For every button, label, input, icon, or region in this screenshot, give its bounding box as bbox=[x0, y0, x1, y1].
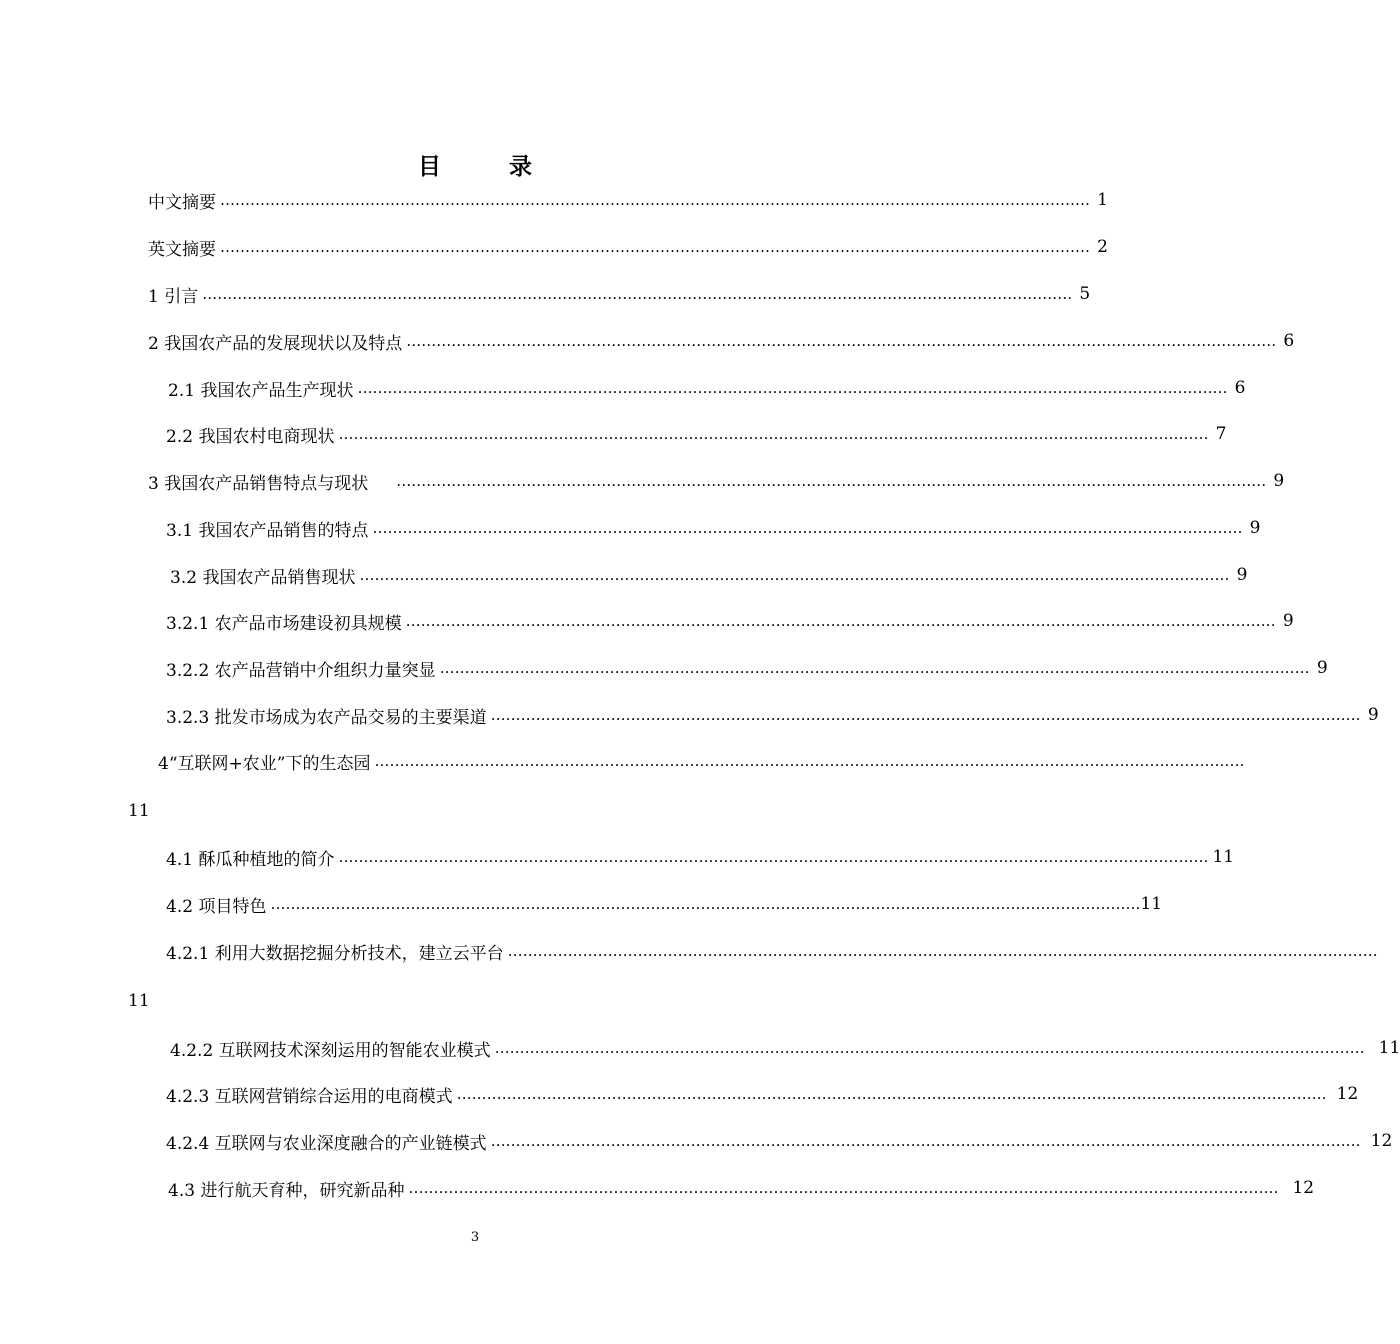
toc-entry-page: 5 bbox=[1079, 284, 1091, 304]
toc-entry-page: 11 bbox=[128, 801, 150, 821]
toc-entry[interactable] bbox=[166, 608, 1294, 634]
dot-leader: ………………………………………………………………………………………………………………………………………………………… bbox=[439, 659, 1310, 677]
toc-entry[interactable] bbox=[166, 515, 1261, 541]
toc-entry-page: 9 bbox=[1249, 518, 1261, 538]
toc-entry-page: 12 bbox=[1336, 1084, 1359, 1104]
dot-leader: ………………………………………………………………………………………………………………………………………………………… bbox=[396, 472, 1267, 490]
toc-entry-page: 2 bbox=[1097, 237, 1108, 257]
dot-leader: ………………………………………………………………………………………………………………………………………………………… bbox=[220, 238, 1090, 256]
toc-entry[interactable] bbox=[166, 938, 1378, 964]
toc-entry[interactable] bbox=[170, 1035, 1400, 1061]
toc-entry[interactable] bbox=[148, 281, 1091, 307]
toc-entry[interactable] bbox=[170, 562, 1248, 588]
dot-leader: ………………………………………………………………………………………………………………………………………………………… bbox=[507, 942, 1378, 960]
dot-leader: ………………………………………………………………………………………………………………………………………………………… bbox=[372, 519, 1243, 537]
toc-entry[interactable] bbox=[148, 187, 1108, 213]
toc-entry[interactable] bbox=[166, 891, 1163, 917]
toc-entry-label: 1 引言 bbox=[148, 286, 199, 307]
toc-entry-page: 11 bbox=[1140, 894, 1163, 914]
toc-entry-page: 9 bbox=[1367, 705, 1379, 725]
dot-leader: ………………………………………………………………………………………………………………………………………………………… bbox=[220, 191, 1090, 209]
toc-entry-page: 9 bbox=[1316, 658, 1328, 678]
toc-entry-label: 2 我国农产品的发展现状以及特点 bbox=[148, 333, 403, 354]
toc-entry-label: 3.2.1 农产品市场建设初具规模 bbox=[166, 613, 402, 634]
dot-leader: ………………………………………………………………………………………………………………………………………………………… bbox=[405, 612, 1276, 630]
toc-entry-page: 6 bbox=[1234, 378, 1246, 398]
toc-entry-page: 6 bbox=[1283, 331, 1295, 351]
toc-entry-label: 英文摘要 bbox=[148, 239, 216, 260]
toc-entry-label: 4.1 酥瓜种植地的简介 bbox=[166, 849, 335, 870]
toc-entry-label: 4“互联网+农业”下的生态园 bbox=[158, 753, 371, 774]
toc-entry-label: 2.2 我国农村电商现状 bbox=[166, 426, 335, 447]
toc-entry-label: 中文摘要 bbox=[148, 192, 216, 213]
toc-entry-page: 9 bbox=[1236, 565, 1248, 585]
toc-title: 目 录 bbox=[417, 153, 562, 180]
dot-leader: ………………………………………………………………………………………………………………………………………………………… bbox=[359, 566, 1230, 584]
toc-entry-label: 4.2.2 互联网技术深刻运用的智能农业模式 bbox=[170, 1040, 491, 1061]
toc-entry[interactable] bbox=[166, 655, 1328, 681]
dot-leader: ………………………………………………………………………………………………………………………………………………………… bbox=[357, 379, 1228, 397]
toc-entry-label: 4.2.4 互联网与农业深度融合的产业链模式 bbox=[166, 1133, 487, 1154]
dot-leader: ………………………………………………………………………………………………………………………………………………………… bbox=[338, 848, 1209, 866]
toc-entry-label: 3.2.2 农产品营销中介组织力量突显 bbox=[166, 660, 436, 681]
toc-entry-label: 4.3 进行航天育种，研究新品种 bbox=[168, 1180, 405, 1201]
toc-entry-page: 11 bbox=[1378, 1038, 1400, 1058]
toc-entry-page: 11 bbox=[1212, 847, 1235, 867]
toc-entry-page: 12 bbox=[1370, 1131, 1393, 1151]
toc-entry-label: 3 我国农产品销售特点与现状 bbox=[148, 473, 369, 494]
toc-entry[interactable] bbox=[148, 234, 1108, 260]
toc-entry-page: 12 bbox=[1292, 1178, 1315, 1198]
toc-entry[interactable] bbox=[168, 1175, 1315, 1201]
toc-entry[interactable] bbox=[166, 1081, 1359, 1107]
toc-entry-label: 3.2.3 批发市场成为农产品交易的主要渠道 bbox=[166, 707, 487, 728]
toc-entry-label: 3.2 我国农产品销售现状 bbox=[170, 567, 356, 588]
dot-leader: ………………………………………………………………………………………………………………………………………………………… bbox=[494, 1039, 1365, 1057]
toc-entry-page: 7 bbox=[1215, 424, 1227, 444]
dot-leader: ………………………………………………………………………………………………………………………………………………………… bbox=[338, 425, 1209, 443]
toc-entry-page: 11 bbox=[128, 991, 150, 1011]
dot-leader: ………………………………………………………………………………………………………………………………………………………… bbox=[490, 1132, 1361, 1150]
toc-entry[interactable] bbox=[168, 375, 1246, 401]
dot-leader: ………………………………………………………………………………………………………………………………………………………… bbox=[408, 1179, 1279, 1197]
toc-entry[interactable] bbox=[148, 468, 1285, 494]
toc-entry[interactable] bbox=[166, 1128, 1393, 1154]
toc-entry[interactable] bbox=[166, 702, 1379, 728]
toc-entry-label: 4.2 项目特色 bbox=[166, 896, 267, 917]
dot-leader: ………………………………………………………………………………………………………………………………………………………… bbox=[270, 895, 1141, 913]
toc-entry-page: 9 bbox=[1273, 471, 1285, 491]
toc-entry-label: 2.1 我国农产品生产现状 bbox=[168, 380, 354, 401]
dot-leader: ………………………………………………………………………………………………………………………………………………………… bbox=[374, 752, 1245, 770]
dot-leader: ………………………………………………………………………………………………………………………………………………………… bbox=[406, 332, 1277, 350]
toc-entry[interactable] bbox=[166, 844, 1235, 870]
dot-leader: ………………………………………………………………………………………………………………………………………………………… bbox=[490, 706, 1361, 724]
footer-page-number: 3 bbox=[470, 1230, 480, 1245]
dot-leader: ………………………………………………………………………………………………………………………………………………………… bbox=[202, 285, 1073, 303]
dot-leader: ………………………………………………………………………………………………………………………………………………………… bbox=[456, 1085, 1327, 1103]
toc-entry[interactable] bbox=[148, 328, 1295, 354]
toc-entry[interactable] bbox=[158, 748, 1245, 774]
toc-entry-page: 1 bbox=[1097, 190, 1108, 210]
toc-entry-label: 4.2.3 互联网营销综合运用的电商模式 bbox=[166, 1086, 453, 1107]
toc-entry-label: 4.2.1 利用大数据挖掘分析技术，建立云平台 bbox=[166, 943, 504, 964]
toc-entry-label: 3.1 我国农产品销售的特点 bbox=[166, 520, 369, 541]
toc-entry[interactable] bbox=[166, 421, 1227, 447]
toc-entry-page: 9 bbox=[1282, 611, 1294, 631]
